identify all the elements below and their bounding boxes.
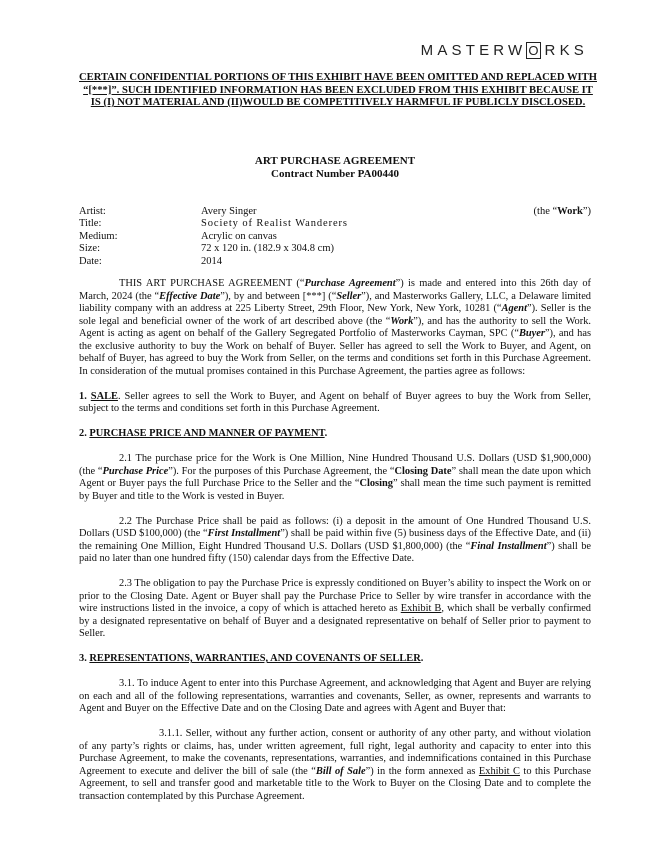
section-heading: REPRESENTATIONS, WARRANTIES, AND COVENANTS OF SELLER [89,653,421,664]
section-heading: SALE [90,390,118,402]
confidentiality-notice: CERTAIN CONFIDENTIAL PORTIONS OF THIS EXHIBIT HAVE BEEN OMITTED AND REPLACED WITH “[***]”. SUCH IDENTIFIED INFORMATION HAS BEEN EXCLUDED FROM THIS EXHIBIT BECAUSE IT IS (I) NOT MATERIAL AND (II)WOULD BE COMPETITIVELY HARMFUL IF PUBLICLY DISCLOSED. [79,72,597,108]
artwork-row-size [79,243,591,255]
exhibit-c-reference: Exhibit C [478,765,520,777]
clause-2-2: 2.2 The Purchase Price shall be paid as follows: (i) a deposit in the amount of One Hundred Thousand U.S. Dollars (USD $100,000) (the “First Installment”) shall be paid within five (5) business days of the Effective Date, and (ii) the remaining One Million, Eight Hundred Thousand U.S. Dollars (USD $1,800,000) (the “Final Installment”) shall be paid no later than one hundred fifty (150) calendar days from the Effective Date. [79,515,591,564]
artwork-row-title [79,218,591,230]
section-1-sale: 1. SALE. Seller agrees to sell the Work to Buyer, and Agent on behalf of Buyer agrees to buy the Work from Seller, subject to the terms and conditions set forth in this Purchase Agreement. [79,390,592,414]
artwork-label: Medium: [79,230,118,242]
masterworks-logo: MASTERW O RKS [420,42,588,59]
title-line: ART PURCHASE AGREEMENT [254,155,416,167]
exhibit-b-reference: Exhibit B [400,603,442,614]
artwork-label: Title: [79,218,102,230]
clause-3-1: 3.1. To induce Agent to enter into this Purchase Agreement, and acknowledging that Agent and Buyer are relying on each and all of the following representations, warranties and covenants, Seller, as owner, represents and warrants to Agent and Buyer on the Effective Date and on the Closing Date and agrees with Agent and Buyer that: [79,678,591,714]
logo-boxed-letter: O [528,43,539,58]
artwork-row-artist [79,206,591,218]
artwork-row-date [79,256,591,268]
artwork-value: Society of Realist Wanderers [201,218,348,230]
agreement-body [79,278,591,816]
artwork-label: Size: [79,243,100,255]
work-definition: (the “Work”) [533,206,591,217]
contract-number: Contract Number PA00440 [271,167,399,180]
artwork-details [79,206,591,268]
artwork-row-medium [79,231,591,243]
clause-2-1: 2.1 The purchase price for the Work is One Million, Nine Hundred Thousand U.S. Dollars (USD $1,900,000) (the “Purchase Price”). For the purposes of this Purchase Agreement, the “Closing Date” shall mean the date upon which Agent or Buyer pays the full Purchase Price to the Seller and the “Closing” shall mean the time such payment is remitted by Buyer and title to the Work is vested in Buyer. [79,453,591,502]
artwork-value: Acrylic on canvas [201,230,277,242]
artwork-label: Date: [79,255,102,267]
intro-paragraph: THIS ART PURCHASE AGREEMENT (“Purchase Agreement”) is made and entered into this 26th day of March, 2024 (the “Effective Date”), by and between [***] (“Seller”), and Masterworks Gallery, LLC, a Delaware limited liability company with an address at 225 Liberty Street, 29th Floor, New York, New York, 10281 (“Agent”). Seller is the sole legal and beneficial owner of the work of art described above (the “Work”), and has the authority to sell the Work. Agent is acting as agent on behalf of the Gallery Segregated Portfolio of Masterworks Cayman, SPC (“Buyer”), and has the exclusive authority to buy the Work on behalf of Buyer. Seller has agreed to sell the Work to Buyer, and Agent, on behalf of Buyer, has agreed to buy the Work from Seller, on the terms and conditions set forth in this Purchase Agreement. In consideration of the mutual promises contained in this Purchase Agreement, the parties agree as follows: [79,278,591,377]
artwork-value: 2014 [201,255,222,267]
artwork-label: Artist: [79,206,106,217]
clause-3-1-1: 3.1.1. Seller, without any further action, consent or authority of any other party, and without violation of any party’s rights or claims, has, under written agreement, full right, legal authority and capacity to enter into this Purchase Agreement, to make the covenants, representations, warranties, and indemnifications contained in this Purchase Agreement to execute and deliver the bill of sale (the “Bill of Sale”) in the form annexed as Exhibit C to this Purchase Agreement, to sell and transfer good and marketable title to the Work to Buyer on the Closing Date and to complete the transaction contemplated by this Purchase Agreement. [79,728,592,802]
artwork-value: Avery Singer [201,206,257,217]
section-heading: PURCHASE PRICE AND MANNER OF PAYMENT [89,428,325,439]
artwork-value: 72 x 120 in. (182.9 x 304.8 cm) [201,243,334,255]
section-2-heading: 2. PURCHASE PRICE AND MANNER OF PAYMENT. [79,428,328,439]
section-3-heading: 3. REPRESENTATIONS, WARRANTIES, AND COVENANTS OF SELLER. [79,653,424,664]
clause-2-3: 2.3 The obligation to pay the Purchase Price is expressly conditioned on Buyer’s ability to inspect the Work on or prior to the Closing Date. Agent or Buyer shall pay the Purchase Price to Seller by wire transfer in accordance with the wire instructions listed in the invoice, a copy of which is attached hereto as Exhibit B, which shall be verbally confirmed by a designated representative on behalf of Buyer and a designated representative on behalf of Seller prior to payment to Seller. [79,578,592,639]
agreement-title [0,155,670,180]
